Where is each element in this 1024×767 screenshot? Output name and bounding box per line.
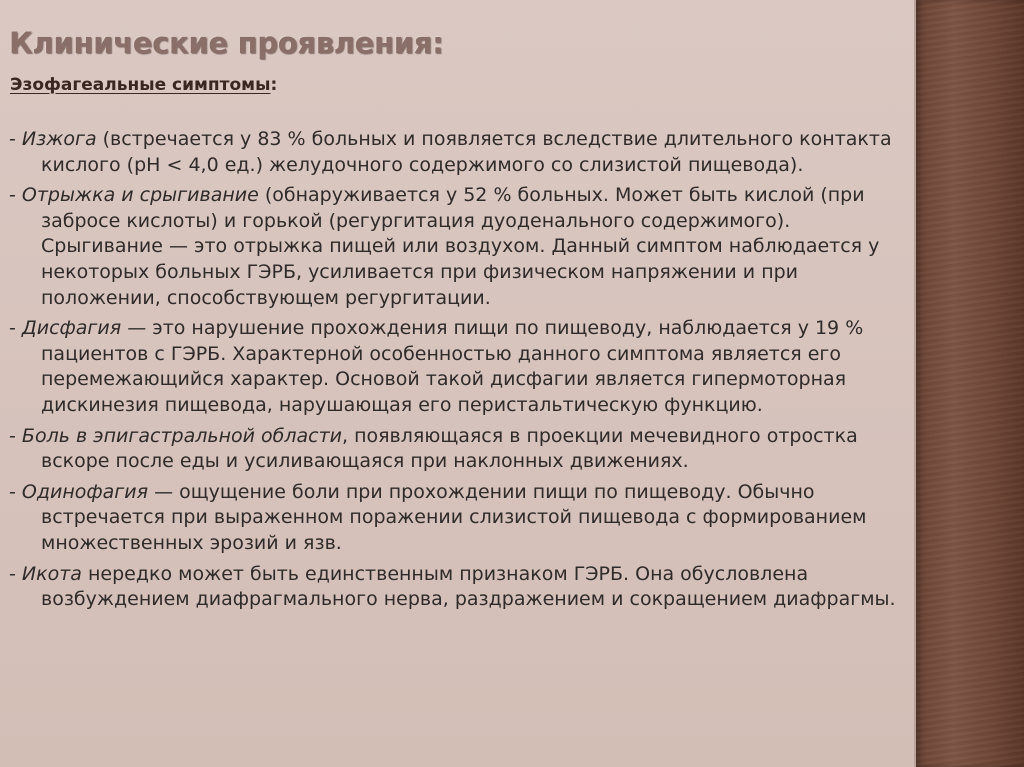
symptom-term: Изжога: [21, 128, 97, 150]
section-subtitle: [10, 75, 277, 95]
symptom-item-heartburn: [9, 127, 904, 178]
symptom-description: нередко может быть единственным признаком ГЭРБ. Она обусловлена возбуждением диафрагмального нерва, раздражением и сокращением диафрагмы.: [41, 562, 896, 611]
symptom-description: это нарушение прохождения пищи по пищеводу, наблюдается у 19 % пациентов с ГЭРБ. Характерной особенностью данного симптома является его перемежающийся характер. Основой такой дисфагии является гипермоторная дискинезия пищевода, нарушающая его перистальтическую функцию.: [41, 317, 864, 416]
symptom-description: , появляющаяся в проекции мечевидного отростка вскоре после еды и усиливающаяся при наклонных движениях.: [41, 424, 858, 473]
symptom-dash: -: [9, 562, 22, 585]
symptom-term: Одинофагия —: [21, 480, 174, 503]
symptom-dash: -: [9, 128, 22, 150]
symptom-term: Икота: [21, 562, 82, 585]
symptom-description: (обнаруживается у 52 % больных. Может быть кислой (при забросе кислоты) и горькой (регургитация дуоденального содержимого). Срыгивание — это отрыжка пищей или воздухом. Данный симптом наблюдается у некоторых больных ГЭРБ, усиливается при физическом напряжении и при положении, способствующем регургитации.: [41, 184, 880, 309]
symptom-item-odynophagia: [9, 480, 904, 557]
symptom-item-epigastric-pain: [9, 424, 904, 475]
symptom-term: Боль в эпигастральной области: [21, 424, 342, 447]
symptom-term: Дисфагия —: [21, 317, 147, 340]
symptom-dash: -: [9, 480, 22, 503]
symptom-list: [9, 127, 904, 618]
symptom-dash: -: [9, 317, 22, 340]
slide-title: Клинические проявления:: [9, 26, 444, 60]
symptom-item-dysphagia: [9, 316, 904, 418]
section-subtitle-text: Эзофагеальные симптомы: [10, 75, 271, 95]
decorative-sidebar: [916, 0, 1024, 767]
symptom-description: (встречается у 83 % больных и появляется вследствие длительного контакта кислого (рН < 4,0 ед.) желудочного содержимого со слизистой пищевода).: [41, 128, 892, 176]
symptom-description: ощущение боли при прохождении пищи по пищеводу. Обычно встречается при выраженном поражении слизистой пищевода с формированием множественных эрозий и язв.: [41, 480, 867, 554]
symptom-term: Отрыжка и срыгивание: [21, 184, 259, 207]
section-subtitle-colon: :: [270, 75, 278, 95]
symptom-dash: -: [9, 184, 22, 207]
symptom-item-regurgitation: [9, 183, 904, 311]
symptom-item-hiccups: [9, 562, 904, 613]
symptom-dash: -: [9, 424, 22, 447]
